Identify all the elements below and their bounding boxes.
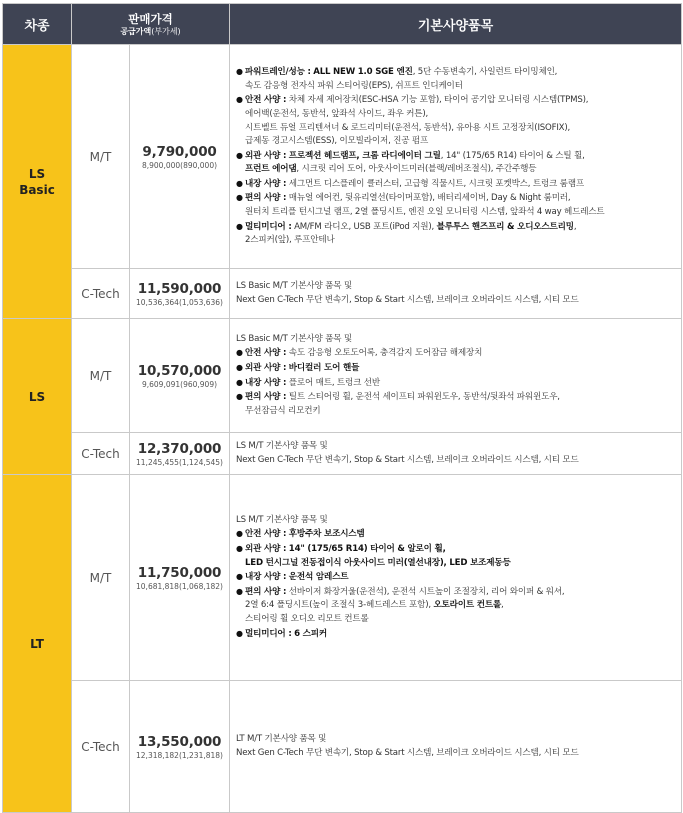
model-name xyxy=(3,45,72,319)
spec-cell xyxy=(230,433,682,475)
retail-price: 13,550,000 xyxy=(137,733,222,750)
retail-price: 11,590,000 xyxy=(137,280,222,297)
spec-text: , 시크릿 리어 도어, 아웃사이드미러(블랙/레버조절식), 주간주행등 xyxy=(296,164,537,175)
model-name-line: LS xyxy=(28,389,46,404)
trim-name: C-Tech xyxy=(72,681,130,813)
price-cell xyxy=(130,269,230,319)
spec-text: 속도 감응형 오토도어록, 충격감지 도어잠금 해제장치 xyxy=(286,348,483,359)
spec-text: 스티어링 휠 오디오 리모트 컨트롤 xyxy=(245,613,369,624)
spec-line xyxy=(236,454,677,468)
spec-line xyxy=(236,557,677,571)
spec-text: 시트벨트 듀얼 프리텐셔너 & 로드리미터(운전석, 동반석), 유아용 시트 고정장치(ISOFIX), xyxy=(245,122,571,133)
spec-item xyxy=(236,627,677,642)
spec-item xyxy=(236,570,677,585)
spec-text: LED 턴시그널 전동접이식 아웃사이드 미러(열선내장), LED 보조제동등 xyxy=(245,557,511,568)
trim-row xyxy=(3,433,682,475)
spec-cell xyxy=(230,45,682,269)
spec-category: 편의 사양 : xyxy=(245,193,287,204)
spec-category: 내장 사양 : xyxy=(245,572,287,583)
spec-category: 안전 사양 : xyxy=(245,529,287,540)
supply-price: 10,536,364(1,053,636) xyxy=(136,297,223,307)
spec-text: 2열 6:4 폴딩시트(높이 조절식 3-헤드레스트 포함), xyxy=(245,600,434,611)
spec-item xyxy=(236,65,677,80)
spec-text: 무선잠금식 리모컨키 xyxy=(245,405,321,416)
spec-item xyxy=(236,527,677,542)
spec-text: 14" (175/65 R14) 타이어 & 알로이 휠, xyxy=(288,544,446,555)
spec-text: 6 스피커 xyxy=(294,628,327,639)
spec-line xyxy=(236,333,677,347)
price-spec-table xyxy=(2,3,682,813)
spec-category: 편의 사양 : xyxy=(245,586,287,597)
spec-cell xyxy=(230,319,682,433)
spec-text: 차체 자세 제어장치(ESC-HSA 기능 포함), 타이어 공기압 모니터링 시스템(TPMS), xyxy=(286,95,589,106)
spec-category: 외관 사양 : xyxy=(245,362,287,373)
spec-category: 멀티미디어 : xyxy=(245,221,292,232)
spec-category: 외관 사양 : xyxy=(245,150,287,161)
spec-item xyxy=(236,346,677,361)
spec-category: 파워트레인/성능 : xyxy=(245,67,311,78)
spec-text: 틸트 스티어링 휠, 운전석 세이프티 파워윈도우, 동반석/뒷좌석 파워윈도우, xyxy=(286,392,560,403)
bullet-icon: ● xyxy=(236,377,243,387)
spec-text: 원터치 트리플 턴시그널 램프, 2열 폴딩시트, 엔진 오일 모니터링 시스템, 앞좌석 4 way 헤드레스트 xyxy=(245,207,605,218)
supply-price: 11,245,455(1,124,545) xyxy=(136,457,223,467)
spec-item xyxy=(236,585,677,600)
bullet-icon: ● xyxy=(236,178,243,188)
bullet-icon: ● xyxy=(236,221,243,231)
bullet-icon: ● xyxy=(236,544,243,554)
spec-line xyxy=(236,234,677,248)
spec-item xyxy=(236,361,677,376)
spec-line xyxy=(236,122,677,136)
retail-price: 10,570,000 xyxy=(137,362,222,379)
spec-text: 블루투스 핸즈프리 & 오디오스트리밍 xyxy=(436,221,574,232)
spec-category: 외관 사양 : xyxy=(245,544,287,555)
bullet-icon: ● xyxy=(236,95,243,105)
spec-text: 매뉴얼 에어컨, 뒷유리열선(타이머포함), 배터리세이버, Day & Night 룸미러, xyxy=(286,193,571,204)
price-cell xyxy=(130,433,230,475)
spec-text: 오토라이트 컨트롤 xyxy=(433,600,502,611)
spec-category: 안전 사양 : xyxy=(245,348,287,359)
spec-text: 속도 감응형 전자식 파워 스티어링(EPS), 쉬프트 인디케이터 xyxy=(245,80,463,91)
spec-text: 에어백(운전석, 동반석, 앞좌석 사이드, 좌우 커튼), xyxy=(245,108,429,119)
spec-line xyxy=(236,514,677,528)
trim-row xyxy=(3,269,682,319)
spec-item xyxy=(236,390,677,405)
supply-price: 9,609,091(960,909) xyxy=(141,379,218,389)
model-name-line: LT xyxy=(30,636,44,651)
spec-item xyxy=(236,376,677,391)
spec-cell xyxy=(230,475,682,681)
price-cell xyxy=(130,319,230,433)
price-header: 판매가격 공급가액(부가세) xyxy=(72,4,230,45)
retail-price: 11,750,000 xyxy=(137,564,222,581)
trim-name: M/T xyxy=(72,319,130,433)
spec-line xyxy=(236,163,677,177)
supply-price: 10,681,818(1,068,182) xyxy=(136,581,223,591)
spec-text: LS M/T 기본사양 품목 및 xyxy=(236,514,328,525)
model-name xyxy=(3,475,72,813)
spec-text: 선바이저 화장거울(운전석), 운전석 시트높이 조절장치, 리어 와이퍼 & 워셔, xyxy=(286,586,565,597)
trim-row xyxy=(3,45,682,269)
spec-text: , 5단 수동변속기, 사일런트 타이밍체인, xyxy=(412,67,558,78)
spec-text: 프런트 에어댐 xyxy=(245,164,297,175)
spec-text: 운전석 암레스트 xyxy=(288,572,349,583)
trim-name: C-Tech xyxy=(72,269,130,319)
spec-text: ALL NEW 1.0 SGE 엔진 xyxy=(313,67,413,78)
spec-text: 프로젝션 헤드램프, 크롬 라디에이터 그릴 xyxy=(288,150,441,161)
bullet-icon: ● xyxy=(236,67,243,77)
spec-cell xyxy=(230,269,682,319)
price-cell xyxy=(130,475,230,681)
supply-price: 8,900,000(890,000) xyxy=(141,160,218,170)
spec-header: 기본사양품목 xyxy=(230,4,682,45)
price-cell xyxy=(130,45,230,269)
spec-line xyxy=(236,280,677,294)
model-name xyxy=(3,319,72,475)
bullet-icon: ● xyxy=(236,150,243,160)
spec-text: Next Gen C-Tech 무단 변속기, Stop & Start 시스템, 브레이크 오버라이드 시스템, 시티 모드 xyxy=(236,454,579,465)
spec-line xyxy=(236,599,677,613)
spec-item xyxy=(236,177,677,192)
spec-text: , 14" (175/65 R14) 타이어 & 스틸 휠, xyxy=(440,150,585,161)
spec-line xyxy=(236,294,677,308)
spec-line xyxy=(236,733,677,747)
spec-text: LS Basic M/T 기본사양 품목 및 xyxy=(236,280,352,291)
spec-text: AM/FM 라디오, USB 포트(iPod 지원), xyxy=(291,221,437,232)
spec-item xyxy=(236,191,677,206)
spec-text: 플로어 매트, 트렁크 선반 xyxy=(286,377,380,388)
spec-line xyxy=(236,80,677,94)
header-row xyxy=(3,4,682,45)
model-header: 차종 xyxy=(3,4,72,45)
model-name-line: Basic xyxy=(19,182,55,197)
spec-line xyxy=(236,206,677,220)
spec-text: 급제동 경고시스템(ESS), 이모빌라이저, 진공 펌프 xyxy=(245,136,429,147)
spec-text: 2스피커(앞), 루프안테나 xyxy=(245,235,335,246)
spec-line xyxy=(236,108,677,122)
spec-text: LS M/T 기본사양 품목 및 xyxy=(236,440,328,451)
spec-item xyxy=(236,220,677,235)
spec-line xyxy=(236,613,677,627)
spec-category: 내장 사양 : xyxy=(245,377,287,388)
bullet-icon: ● xyxy=(236,362,243,372)
spec-text: Next Gen C-Tech 무단 변속기, Stop & Start 시스템, 브레이크 오버라이드 시스템, 시티 모드 xyxy=(236,294,579,305)
spec-text: 세그먼트 디스플레이 클러스터, 고급형 직물시트, 시크릿 포켓박스, 트렁크 룸램프 xyxy=(286,178,584,189)
spec-line xyxy=(236,405,677,419)
supply-price: 12,318,182(1,231,818) xyxy=(136,750,223,760)
spec-line xyxy=(236,747,677,761)
trim-row xyxy=(3,681,682,813)
price-cell xyxy=(130,681,230,813)
bullet-icon: ● xyxy=(236,348,243,358)
spec-text: , xyxy=(501,600,504,611)
spec-category: 멀티미디어 : xyxy=(245,628,292,639)
bullet-icon: ● xyxy=(236,529,243,539)
trim-name: M/T xyxy=(72,475,130,681)
spec-text: Next Gen C-Tech 무단 변속기, Stop & Start 시스템, 브레이크 오버라이드 시스템, 시티 모드 xyxy=(236,747,579,758)
spec-category: 안전 사양 : xyxy=(245,95,287,106)
bullet-icon: ● xyxy=(236,628,243,638)
spec-item xyxy=(236,93,677,108)
bullet-icon: ● xyxy=(236,392,243,402)
spec-text: LS Basic M/T 기본사양 품목 및 xyxy=(236,333,352,344)
spec-text: 바디컬러 도어 핸들 xyxy=(288,362,360,373)
bullet-icon: ● xyxy=(236,586,243,596)
trim-row xyxy=(3,475,682,681)
spec-text: 후방주차 보조시스템 xyxy=(288,529,365,540)
bullet-icon: ● xyxy=(236,193,243,203)
spec-category: 내장 사양 : xyxy=(245,178,287,189)
spec-cell xyxy=(230,681,682,813)
trim-row xyxy=(3,319,682,433)
spec-item xyxy=(236,149,677,164)
trim-name: C-Tech xyxy=(72,433,130,475)
spec-line xyxy=(236,135,677,149)
retail-price: 12,370,000 xyxy=(137,440,222,457)
spec-category: 편의 사양 : xyxy=(245,392,287,403)
spec-line xyxy=(236,440,677,454)
spec-text: , xyxy=(573,221,577,232)
model-name-line: LS xyxy=(28,166,46,181)
spec-text: LT M/T 기본사양 품목 및 xyxy=(236,733,327,744)
bullet-icon: ● xyxy=(236,572,243,582)
trim-name: M/T xyxy=(72,45,130,269)
retail-price: 9,790,000 xyxy=(142,143,217,160)
spec-item xyxy=(236,542,677,557)
